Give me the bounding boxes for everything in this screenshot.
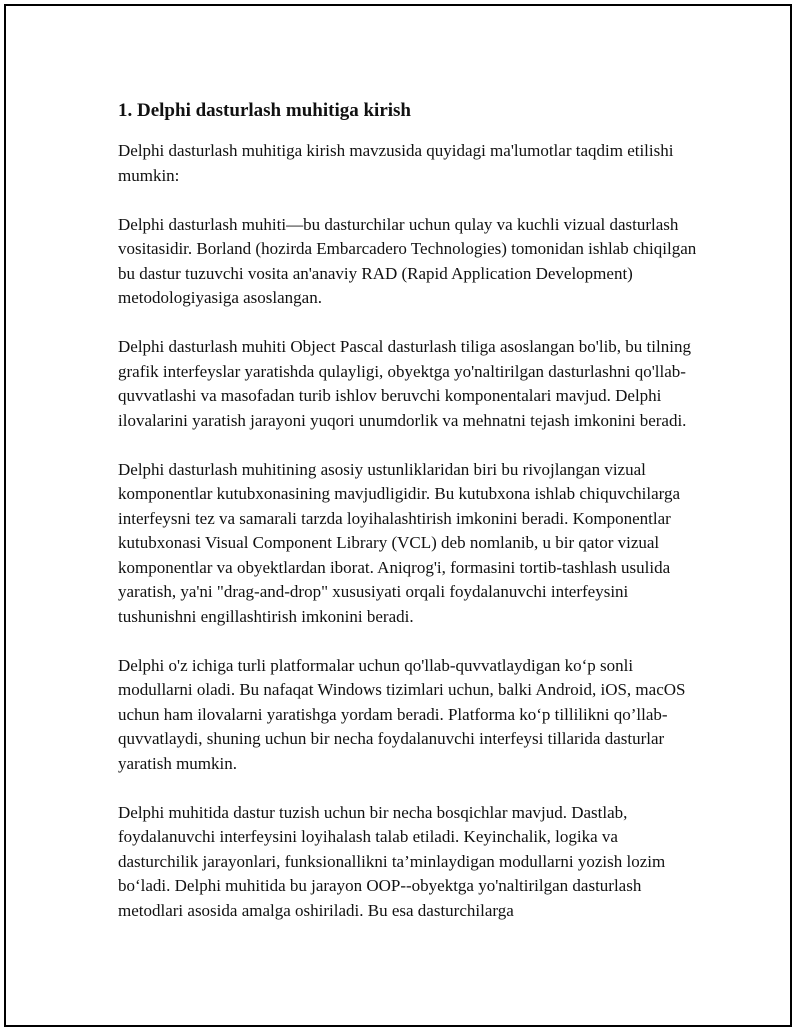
paragraph-platforms: Delphi o'z ichiga turli platformalar uchun qo'llab-quvvatlaydigan ko‘p sonli modullarni oladi. Bu nafaqat Windows tizimlari uchun, balki Android, iOS, macOS uchun ham ilovalarni yaratishga yordam beradi. Platforma ko‘p tillilikni qo’llab-quvvatlaydi, shuning uchun bir necha foydalanuvchi interfeysi tillarida dasturlar yaratish mumkin. bbox=[118, 655, 686, 773]
paragraph-vcl: Delphi dasturlash muhitining asosiy ustunliklaridan biri bu rivojlangan vizual komponentlar kutubxonasining mavjudligidir. Bu kutubxona ishlab chiquvchilarga interfeysni tez va samarali tarzda loyihalashtirish imkonini beradi. Komponentlar kutubxonasi Visual Component Library (VCL) deb nomlanib, u bir qator vizual komponentlar va obyektlardan iborat. Aniqrog'i, formasini tortib-tashlash usulida yaratish, ya'ni "drag-and-drop" xususiyati orqali foydalanuvchi interfeysini tushunishni engillashtirish imkonini beradi. bbox=[118, 459, 681, 626]
document-body bbox=[118, 96, 698, 948]
paragraph-overview: Delphi dasturlash muhiti—bu dasturchilar uchun qulay va kuchli vizual dasturlash vositasidir. Borland (hozirda Embarcadero Technologies) tomonidan ishlab chiqilgan bu dastur tuzuvchi vosita an'anaviy RAD (Rapid Application Development) metodologiyasiga asoslangan. bbox=[118, 214, 697, 307]
paragraph-object-pascal: Delphi dasturlash muhiti Object Pascal dasturlash tiliga asoslangan bo'lib, bu tilning grafik interfeyslar yaratishda qulayligi, obyektga yo'naltirilgan dasturlashni qo'llab-quvvatlashi va masofadan turib ishlov beruvchi komponentalari mavjud. Delphi ilovalarini yaratish jarayoni yuqori unumdorlik va mehnatni tejash imkonini beradi. bbox=[118, 337, 691, 430]
page-frame bbox=[4, 4, 792, 1027]
paragraph-intro: Delphi dasturlash muhitiga kirish mavzusida quyidagi ma'lumotlar taqdim etilishi mumkin: bbox=[118, 141, 674, 185]
document-title: 1. Delphi dasturlash muhitiga kirish bbox=[118, 100, 411, 121]
paragraph-development-stages: Delphi muhitida dastur tuzish uchun bir necha bosqichlar mavjud. Dastlab, foydalanuvchi interfeysini loyihalash talab etiladi. Keyinchalik, logika va dasturchilik jarayonlari, funksionallikni ta’minlaydigan modullarni yozish lozim bo‘ladi. Delphi muhitida bu jarayon OOP--obyektga yo'naltirilgan dasturlash metodlari asosida amalga oshiriladi. Bu esa dasturchilarga bbox=[118, 802, 666, 920]
